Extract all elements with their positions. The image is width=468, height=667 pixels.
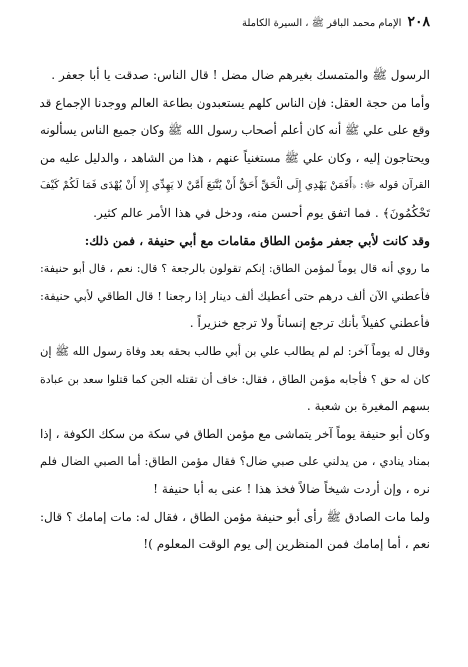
- page-header: [40, 14, 430, 31]
- text-line: ما روي أنه قال يوماً لمؤمن الطاق: إنكم تقولون بالرجعة ؟ قال: نعم ، قال أبو حنيفة:: [40, 262, 430, 276]
- header-right: [242, 14, 430, 31]
- text-line: ويحتاجون إليه ، وكان علي ﷺ مستغنياً عنهم ، هذا من الشاهد ، والدليل عليه من: [40, 150, 430, 165]
- text-line: وأما من حجة العقل: فإن الناس كلهم يستعبدون بطاعة العالم ووجدنا الإجماع قد: [39, 95, 430, 110]
- text-line: كان له حق ؟ فأجابه مؤمن الطاق ، فقال: خاف أن تقتله الجن كما قتلوا سعد بن عبادة: [40, 372, 430, 386]
- text-line: نره ، وإن أردت شيخاً ضالاً فخذ هذا ! عنى به أبا حنيفة !: [153, 481, 430, 496]
- text-line: وقع على علي ﷺ أنه كان أعلم أصحاب رسول الله ﷺ وكان جميع الناس يسألونه: [40, 123, 430, 138]
- text-line: بسهم المغيرة بن شعبة .: [306, 399, 430, 414]
- text-line: الرسول ﷺ والمتمسك بغيرهم ضال مضل ! قال الناس: صدقت يا أبا جعفر .: [51, 68, 430, 82]
- running-title: الإمام محمد الباقر ﷺ ، السيرة الكاملة: [242, 18, 402, 29]
- text-line: وكان أبو حنيفة يوماً آخر يتماشى مع مؤمن الطاق في سكة من سكك الكوفة ، إذا: [40, 426, 430, 441]
- page-body: [40, 62, 430, 559]
- text-line: بمناد ينادي ، من يدلني على صبي ضال؟ فقال مؤمن الطاق: أما الصبي الضال فلم: [40, 454, 430, 469]
- text-line: فأعطني الآن ألف درهم حتى أعطيك ألف دينار إذا رجعنا ! قال الطاقي لأبي حنيفة:: [40, 288, 430, 303]
- text-line: وقد كانت لأبي جعفر مؤمن الطاق مقامات مع أبي حنيفة ، فمن ذلك:: [84, 233, 430, 248]
- text-line: تَحْكُمُونَ﴾ . فما اتفق يوم أحسن منه، ودخل في هذا الأمر عالم كثير.: [93, 205, 430, 220]
- text-line: القرآن قوله ﷻ: ﴿أَفَمَنْ يَهْدِي إِلَى الْحَقِّ أَحَقُّ أَنْ يُتَّبَعَ أَمَّنْ لا يَهِدِّي إِلا أَنْ يُهْدَى فَمَا لَكُمْ كَيْفَ: [40, 179, 430, 192]
- text-line: نعم ، أما إمامك فمن المنظرين إلى يوم الوقت المعلوم )!: [143, 537, 430, 552]
- page-number: ٢٠٨: [407, 14, 430, 30]
- text-line: فأعطني كفيلاً بأنك ترجع إنساناً ولا ترجع خنزيراً .: [189, 316, 430, 331]
- text-line: وقال له يوماً آخر: لم لم يطالب علي بن أبي طالب بحقه بعد وفاة رسول الله ﷺ إن: [40, 343, 430, 358]
- text-line: ولما مات الصادق ﷺ رأى أبو حنيفة مؤمن الطاق ، فقال له: مات إمامك ؟ قال:: [40, 509, 430, 524]
